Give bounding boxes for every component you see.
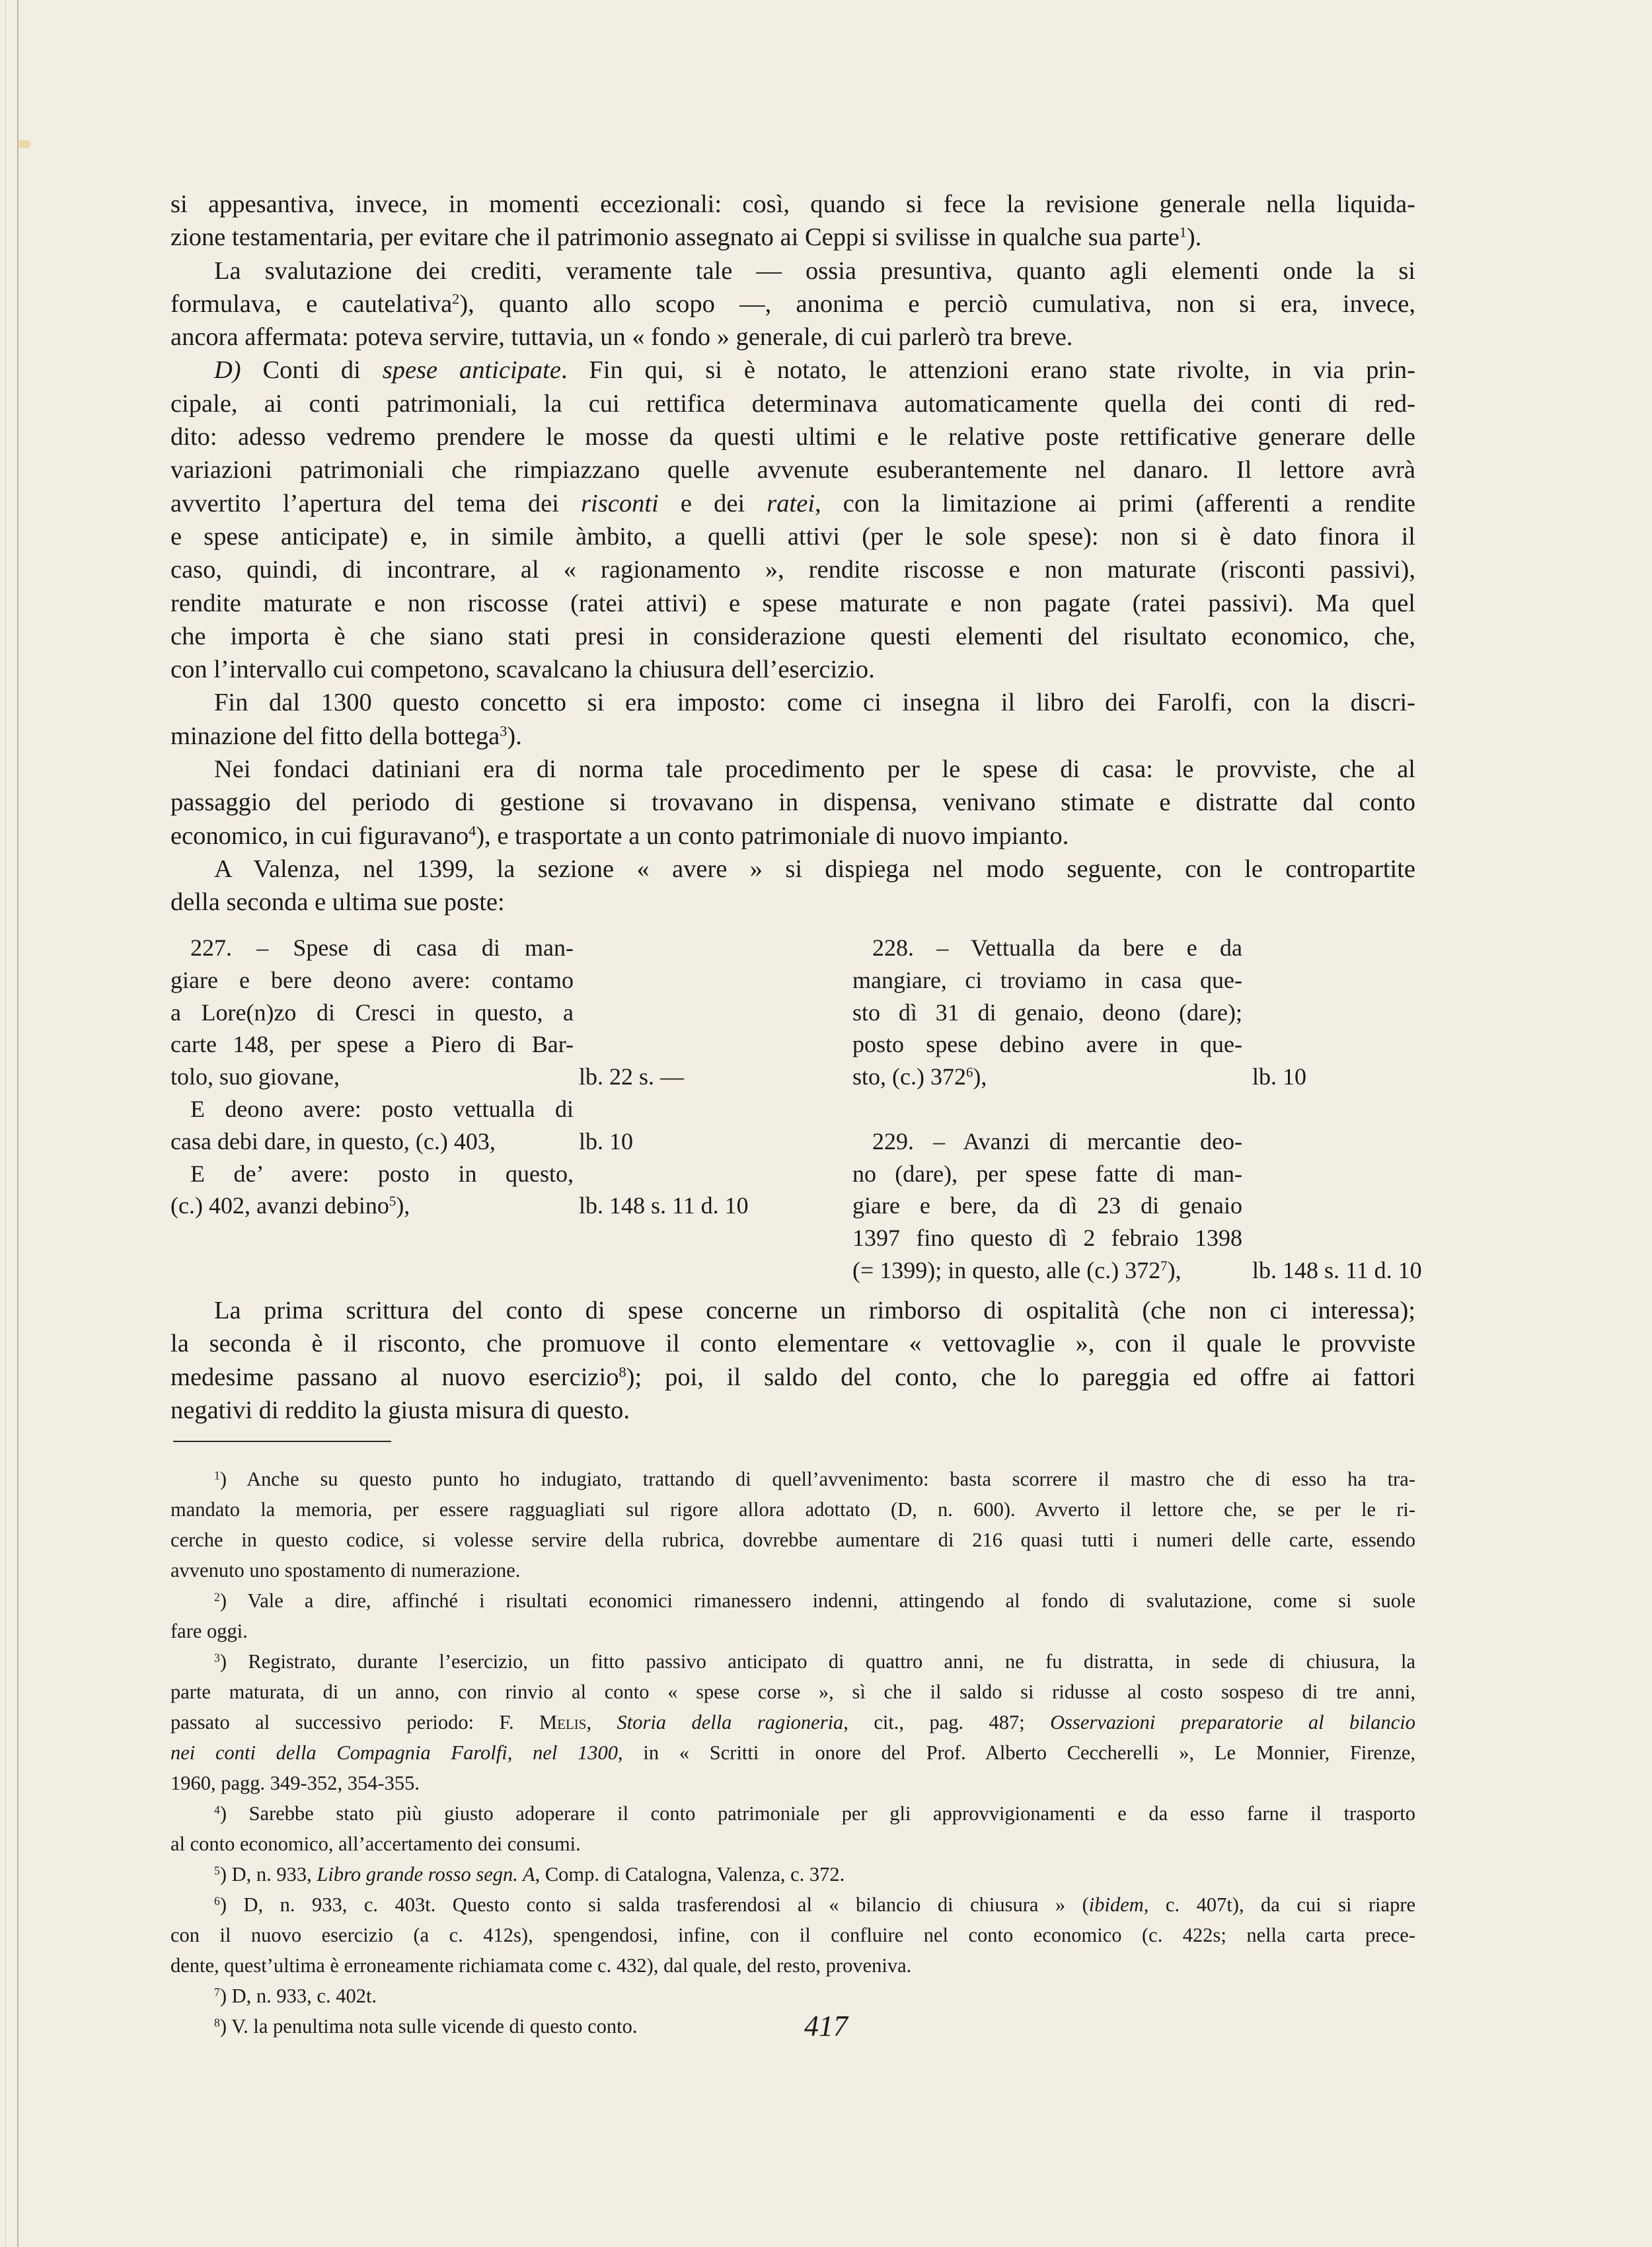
section-title: spese anticipate bbox=[382, 356, 561, 385]
footnote-ref[interactable]: 2 bbox=[452, 290, 460, 307]
body-line: caso, quindi, di incontrare, al « ragionamento », rendite riscosse e non maturate (risconti passivi), bbox=[170, 556, 1415, 584]
ledger-line: 1397 fino questo dì 2 febraio 1398 bbox=[852, 1225, 1242, 1252]
body-line: rendite maturate e non riscosse (ratei attivi) e spese maturate e non pagate (ratei passivi). Ma quel bbox=[170, 589, 1415, 617]
body-line: medesime passano al nuovo esercizio$^8$); poi, il saldo del conto, che lo pareggia ed offre ai fattori bbox=[170, 1363, 1415, 1391]
body-line: cipale, ai conti patrimoniali, la cui rettifica determinava automaticamente quella dei conti di red- bbox=[170, 389, 1415, 418]
body-line: della seconda e ultima sue poste: bbox=[170, 888, 505, 917]
page-number: 417 bbox=[804, 2010, 848, 2042]
ledger-line: (= 1399); in questo, alle (c.) $372^7$), lb. 148 s. 11 d. 10 bbox=[852, 1254, 1242, 1287]
ledger-line: giare e bere, da dì 23 di genaio bbox=[852, 1192, 1242, 1219]
footnote-line: mandato la memoria, per essere ragguagliati sul rigore allora adottato (D, n. 600). Avverto il lettore che, se per le ri- bbox=[170, 1498, 1415, 1521]
footnote-ref[interactable]: 4 bbox=[469, 822, 476, 839]
ledger-line: casa debi dare, in questo, (c.) 403, lb. 10 bbox=[170, 1125, 574, 1158]
footnote-line: passato al successivo periodo: F. Melis, Storia della ragioneria, cit., pag. 487; Osservazioni preparatorie al bilancio bbox=[170, 1711, 1416, 1733]
body-text-lower bbox=[170, 1294, 1415, 1427]
body-line: economico, in cui figuravano$^4$), e trasportate a un conto patrimoniale di nuovo impianto. bbox=[170, 821, 1069, 850]
author-name: Melis bbox=[539, 1711, 587, 1733]
entry-number: 228. bbox=[872, 934, 914, 961]
footnote-ref[interactable]: 8 bbox=[619, 1363, 626, 1381]
body-line: si appesantiva, invece, in momenti eccezionali: così, quando si fece la revisione generale nella liquida- bbox=[170, 190, 1415, 218]
body-text-upper bbox=[170, 188, 1415, 919]
footnote-7: $^7$) D, n. 933, c. 402t. bbox=[214, 1985, 377, 2007]
footnote-line: al conto economico, all’accertamento dei consumi. bbox=[170, 1833, 581, 1855]
footnote-3: $^3$) Registrato, durante l’esercizio, un fitto passivo anticipato di quattro anni, ne fu distratta, in sede di chiusura, la bbox=[214, 1650, 1415, 1673]
footnote-line: 1960, pagg. 349-352, 354-355. bbox=[170, 1772, 420, 1794]
body-line: negativi di reddito la giusta misura di questo. bbox=[170, 1396, 630, 1424]
entry-number: 229. bbox=[872, 1127, 914, 1155]
ledger-amount: lb. 148 s. 11 d. 10 bbox=[1252, 1256, 1422, 1283]
footnote-8: $^8$) V. la penultima nota sulle vicende di questo conto. bbox=[214, 2015, 638, 2038]
body-line: che importa è che siano stati presi in considerazione questi elementi del risultato economico, che, bbox=[170, 622, 1415, 650]
body-line: La svalutazione dei crediti, veramente tale — ossia presuntiva, quanto agli elementi onde la si bbox=[214, 256, 1415, 285]
ledger-amount: lb. 10 bbox=[1252, 1063, 1307, 1090]
ledger-line: 227. – Spese di casa di man- bbox=[190, 934, 574, 961]
ledger-line: (c.) 402, avanzi debino$^5$), lb. 148 s. 11 d. 10 bbox=[170, 1190, 574, 1222]
body-line: La prima scrittura del conto di spese concerne un rimborso di ospitalità (che non ci interessa); bbox=[214, 1297, 1415, 1324]
body-line: variazioni patrimoniali che rimpiazzano quelle avvenute esuberantemente nel danaro. Il lettore avrà bbox=[170, 456, 1415, 484]
section-heading-line: D) Conti di spese anticipate. Fin qui, si è notato, le attenzioni erano state rivolte, in via prin- bbox=[214, 356, 1416, 385]
page-edge-shadow bbox=[5, 0, 6, 2247]
ledger-line: posto spese debino avere in que- bbox=[852, 1031, 1242, 1058]
footnote-line: cerche in questo codice, si volesse servire della rubrica, dovrebbe aumentare di 216 quasi tutti i numeri delle carte, essendo bbox=[170, 1529, 1415, 1551]
footnote-line: parte maturata, di un anno, con rinvio al conto « spese corse », sì che il saldo si ridusse al costo sospeso di tre anni, bbox=[170, 1681, 1415, 1703]
footnote-5: $^5$) D, n. 933, Libro grande rosso segn. A, Comp. di Catalogna, Valenza, c. 372. bbox=[214, 1863, 845, 1885]
body-line: passaggio del periodo di gestione si trovavano in dispensa, venivano stimate e distratte dal conto bbox=[170, 788, 1415, 817]
section-label: D) bbox=[214, 356, 241, 385]
footnote-line: avvenuto uno spostamento di numerazione. bbox=[170, 1559, 521, 1581]
footnote-4: $^4$) Sarebbe stato più giusto adoperare il conto patrimoniale per gli approvvigionamenti e da esso farne il trasporto bbox=[214, 1802, 1415, 1825]
body-line: e spese anticipate) e, in simile àmbito, a quelli attivi (per le sole spese): non si è dato finora il bbox=[170, 522, 1415, 551]
ledger-amount: lb. 22 s. — bbox=[579, 1063, 685, 1090]
footnote-6: $^6$) D, n. 933, c. 403t. Questo conto si salda trasferendosi al « bilancio di chiusura » (ibidem, c. 407t), da cui si riapre bbox=[214, 1893, 1416, 1916]
body-line: minazione del fitto della bottega$^3$). bbox=[170, 722, 522, 750]
binding-gutter-line bbox=[17, 0, 19, 2247]
footnote-line: fare oggi. bbox=[170, 1620, 248, 1642]
ledger-line: carte 148, per spese a Piero di Bar- bbox=[170, 1031, 574, 1058]
entry-number: 227. bbox=[190, 934, 232, 961]
ledger-line: sto dì 31 di genaio, deono (dare); bbox=[852, 999, 1242, 1026]
ledger-amount: lb. 148 s. 11 d. 10 bbox=[579, 1192, 749, 1219]
footnote-ref[interactable]: 7 bbox=[1160, 1258, 1168, 1274]
ledger-amount: lb. 10 bbox=[579, 1127, 634, 1155]
footnote-ref[interactable]: 5 bbox=[389, 1193, 396, 1209]
ledger-line: 229. – Avanzi di mercantie deo- bbox=[872, 1127, 1242, 1155]
ledger-line: giare e bere deono avere: contamo bbox=[170, 966, 574, 993]
ledger-spacer bbox=[852, 1093, 1242, 1125]
footnote-ref[interactable]: 6 bbox=[965, 1064, 973, 1081]
footnote-line: dente, quest’ultima è erroneamente richiamata come c. 432), dal quale, del resto, proveniva. bbox=[170, 1954, 912, 1977]
footnote-separator bbox=[173, 1441, 391, 1442]
ledger-line: E de’ avere: posto in questo, bbox=[190, 1160, 574, 1187]
footnote-ref[interactable]: 3 bbox=[500, 722, 507, 740]
body-line: la seconda è il risconto, che promuove il conto elementare « vettovaglie », con il quale le provviste bbox=[170, 1330, 1415, 1358]
body-line: Nei fondaci datiniani era di norma tale procedimento per le spese di casa: le provviste, che al bbox=[214, 755, 1415, 784]
ledger-line: a Lore(n)zo di Cresci in questo, a bbox=[170, 999, 574, 1026]
footnote-line: nei conti della Compagnia Farolfi, nel 1300, in « Scritti in onore del Prof. Alberto Ceccherelli », Le Monnier, Firenze, bbox=[170, 1741, 1415, 1764]
body-line: dito: adesso vedremo prendere le mosse da questi ultimi e le relative poste rettificative generare delle bbox=[170, 423, 1415, 451]
body-line: A Valenza, nel 1399, la sezione « avere » si dispiega nel modo seguente, con le contropartite bbox=[214, 855, 1415, 883]
ledger-line: sto, (c.) $372^6$), lb. 10 bbox=[852, 1061, 1242, 1093]
ledger-entry-227 bbox=[170, 932, 749, 1222]
footnote-ref[interactable]: 1 bbox=[1179, 224, 1187, 241]
body-line: ancora affermata: poteva servire, tuttavia, un « fondo » generale, di cui parlerò tra breve. bbox=[170, 323, 1073, 352]
body-line: formulava, e cautelativa$^2$), quanto allo scopo —, anonima e perciò cumulativa, non si era, invece, bbox=[170, 289, 1415, 318]
ledger-line: tolo, suo giovane, lb. 22 s. — bbox=[170, 1061, 574, 1093]
body-line: Fin dal 1300 questo concetto si era imposto: come ci insegna il libro dei Farolfi, con la discri- bbox=[214, 689, 1415, 717]
footnote-2: $^2$) Vale a dire, affinché i risultati economici rimanessero indenni, attingendo al fondo di svalutazione, come si suole bbox=[214, 1589, 1415, 1612]
footnote-1: $^1$) Anche su questo punto ho indugiato, trattando di quell’avvenimento: basta scorrere il mastro che di esso ha tra- bbox=[214, 1468, 1415, 1490]
ledger-line: no (dare), per spese fatte di man- bbox=[852, 1160, 1242, 1187]
ledger-line: mangiare, ci troviamo in casa que- bbox=[852, 966, 1242, 993]
footnotes bbox=[170, 1464, 1415, 2041]
body-line: zione testamentaria, per evitare che il patrimonio assegnato ai Ceppi si svilisse in qualche sua parte$^1$). bbox=[170, 223, 1202, 252]
body-line: con l’intervallo cui competono, scavalcano la chiusura dell’esercizio. bbox=[170, 656, 875, 684]
ledger-line: E deono avere: posto vettualla di bbox=[190, 1095, 574, 1122]
ledger-line: 228. – Vettualla da bere e da bbox=[872, 934, 1243, 961]
footnote-line: con il nuovo esercizio (a c. 412s), spengendosi, infine, con il confluire nel conto economico (c. 422s; nella carta prece- bbox=[170, 1924, 1415, 1946]
body-line: avvertito l’apertura del tema dei risconti e dei ratei, con la limitazione ai primi (afferenti a rendite bbox=[170, 489, 1416, 517]
paper-stain bbox=[18, 140, 31, 148]
ledger-entries-228-229 bbox=[852, 932, 1422, 1287]
